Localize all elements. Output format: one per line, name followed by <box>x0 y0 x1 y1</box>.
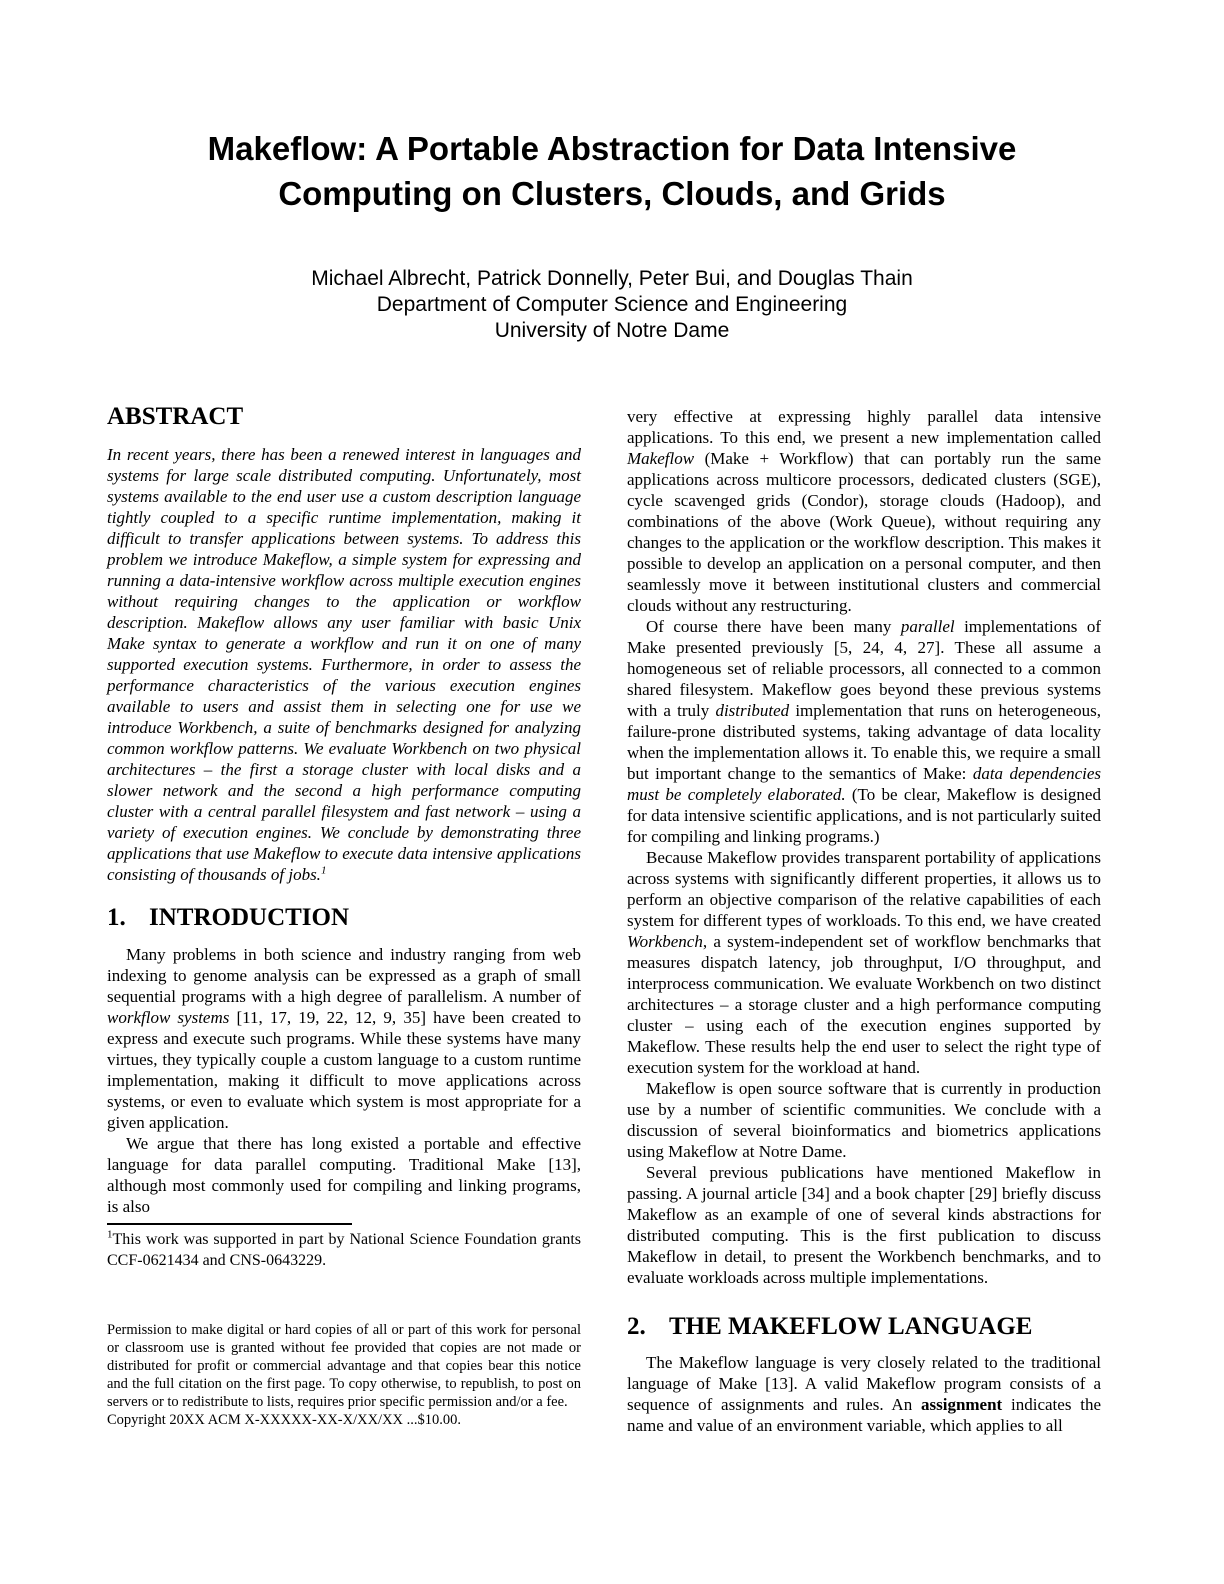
authors-line: Michael Albrecht, Patrick Donnelly, Peter Bui, and Douglas Thain <box>311 267 913 290</box>
section-1-heading <box>107 905 581 931</box>
intro-paragraph-2: We argue that there has long existed a portable and effective language for data parallel computing. Traditional Make [13], although most commonly used for compiling and linking programs, is also <box>107 1134 581 1216</box>
title-block <box>0 126 1224 216</box>
authors-block <box>0 266 1224 344</box>
abstract-heading: ABSTRACT <box>107 403 244 430</box>
body-paragraph-5: Several previous publications have mentioned Makeflow in passing. A journal article [34] and a book chapter [29] briefly discuss Makeflow as an example of one of several kinds abstractions for distributed computing. This is the first publication to discuss Makeflow in detail, to present the Workbench benchmarks, and to evaluate workloads across multiple implementations. <box>627 1163 1101 1287</box>
affiliation-university: University of Notre Dame <box>494 319 730 342</box>
copyright-line: Copyright 20XX ACM X-XXXXX-XX-X/XX/XX ...$10.00. <box>107 1412 462 1428</box>
section-1-number: 1. <box>107 904 126 931</box>
section-2-number: 2. <box>627 1313 646 1340</box>
body-paragraph-3: Because Makeflow provides transparent portability of applications across systems with significantly different properties, it allows us to perform an objective comparison of the relative capabilities of each system for different types of workloads. To this end, we have created Workbench, a system-independent set of workflow benchmarks that measures dispatch latency, job throughput, I/O throughput, and interprocess communication. We evaluate Workbench on two distinct architectures – a storage cluster and a high performance computing cluster – using each of the execution engines supported by Makeflow. These results help the end user to select the right type of execution system for the workload at hand. <box>627 848 1101 1077</box>
footnote-rule <box>107 1223 352 1225</box>
body-paragraph-2: Of course there have been many parallel implementations of Make presented previously [5, 24, 4, 27]. These all assume a homogeneous set of reliable processors, all connected to a common shared filesystem. Makeflow goes beyond these previous systems with a truly distributed implementation that runs on heterogeneous, failure-prone distributed systems, taking advantage of data locality when the implementation allows it. To enable this, we require a small but important change to the semantics of Make: data dependencies must be completely elaborated. (To be clear, Makeflow is designed for data intensive scientific applications, and is not particularly suited for compiling and linking programs.) <box>627 617 1102 846</box>
section-1-title: INTRODUCTION <box>149 904 350 931</box>
footnote-block <box>107 1223 581 1271</box>
footnote-text: $^1$This work was supported in part by National Science Foundation grants CCF-0621434 and CNS-0643229. <box>107 1228 581 1269</box>
left-column <box>107 404 581 1271</box>
abstract-paragraph: In recent years, there has been a renewed interest in languages and systems for large scale distributed computing. Unfortunately, most systems available to the end user use a custom description language tightly coupled to a specific runtime implementation, making it difficult to transfer applications between systems. To address this problem we introduce Makeflow, a simple system for expressing and running a data-intensive workflow across multiple execution engines without requiring changes to the application or workflow description. Makeflow allows any user familiar with basic Unix Make syntax to generate a workflow and run it on one of many supported execution systems. Furthermore, in order to assess the performance characteristics of the various execution engines available to users and assist them in selecting one for use we introduce Workbench, a suite of benchmarks designed for analyzing common workflow patterns. We evaluate Workbench on two physical architectures – the first a storage cluster with local disks and a slower network and the second a high performance computing cluster with a central parallel filesystem and fast network – using a variety of execution engines. We conclude by demonstrating three applications that use Makeflow to execute data intensive applications consisting of thousands of jobs.$^1$ <box>107 445 581 884</box>
body-paragraph-6: The Makeflow language is very closely related to the traditional language of Make [13]. A valid Makeflow program consists of a sequence of assignments and rules. An assignment indicates the name and value of an environment variable, which applies to all <box>627 1353 1101 1435</box>
permission-block <box>107 1321 581 1429</box>
intro-paragraph-1: Many problems in both science and industry ranging from web indexing to genome analysis can be expressed as a graph of small sequential programs with a high degree of parallelism. A number of workflow systems [11, 17, 19, 22, 12, 9, 35] have been created to express and execute such programs. While these systems have many virtues, they typically couple a custom language to a custom runtime implementation, making it difficult to move applications across systems, or even to evaluate which system is most appropriate for a given application. <box>107 945 581 1132</box>
section-2-heading <box>627 1314 1101 1340</box>
section-2-title: THE MAKEFLOW LANGUAGE <box>669 1313 1033 1340</box>
body-paragraph-1: very effective at expressing highly parallel data intensive applications. To this end, we present a new implementation called Makeflow (Make + Workflow) that can portably run the same applications across multicore processors, dedicated clusters (SGE), cycle scavenged grids (Condor), storage clouds (Hadoop), and combinations of the above (Work Queue), without requiring any changes to the application or the workflow description. This makes it possible to develop an application on a personal computer, and then seamlessly move it between institutional clusters and commercial clouds without any restructuring. <box>627 407 1101 615</box>
permission-notice: Permission to make digital or hard copies of all or part of this work for personal or classroom use is granted without fee provided that copies are not made or distributed for profit or commercial advantage and that copies bear this notice and the full citation on the first page. To copy otherwise, to republish, to post on servers or to redistribute to lists, requires prior specific permission and/or a fee. <box>107 1322 581 1410</box>
affiliation-department: Department of Computer Science and Engineering <box>376 293 848 316</box>
paper-title-line1: Makeflow: A Portable Abstraction for Data Intensive <box>207 130 1017 167</box>
right-column <box>627 406 1101 1436</box>
body-paragraph-4: Makeflow is open source software that is currently in production use by a number of scientific communities. We conclude with a discussion of several bioinformatics and biometrics applications using Makeflow at Notre Dame. <box>627 1079 1101 1161</box>
paper-title-line2: Computing on Clusters, Clouds, and Grids <box>278 175 946 212</box>
